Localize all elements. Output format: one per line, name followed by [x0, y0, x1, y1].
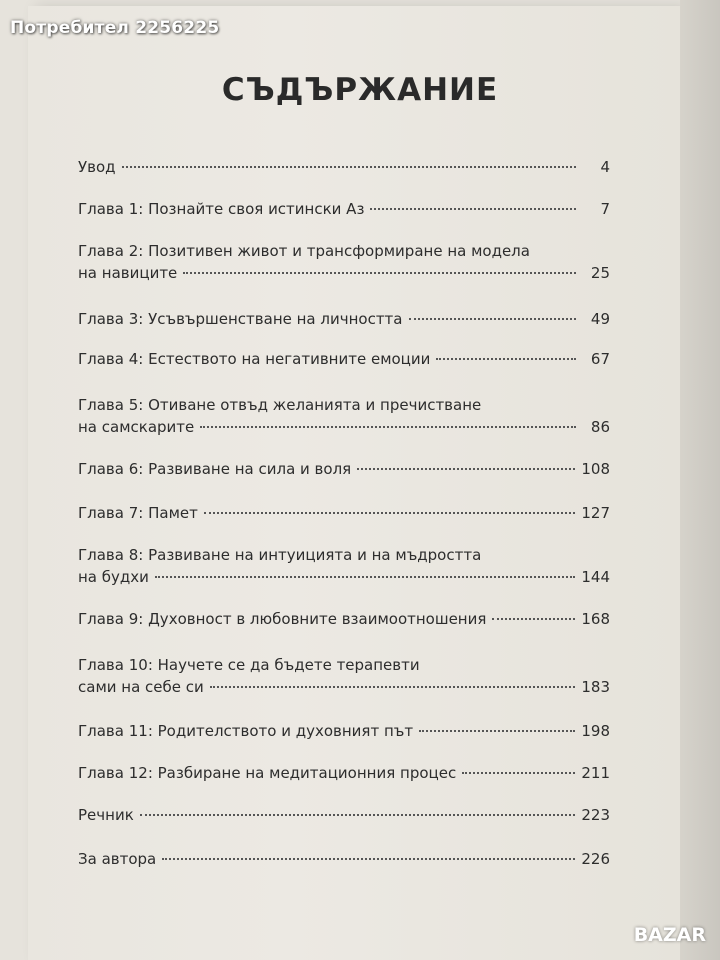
entry-title: Глава 9: Духовност в любовните взаимоотношения [78, 610, 487, 628]
page-edge [680, 0, 720, 960]
entry-title-line1: Глава 2: Позитивен живот и трансформиране на модела [78, 242, 530, 260]
entry-page: 211 [581, 764, 610, 782]
entry-title: Глава 7: Памет [78, 504, 198, 522]
toc-entry [78, 308, 610, 330]
entry-title: Глава 12: Разбиране на медитационния процес [78, 764, 457, 782]
toc-entry [78, 848, 610, 870]
entry-page: 144 [581, 568, 610, 586]
entry-page: 198 [581, 722, 610, 740]
entry-title: Глава 4: Естеството на негативните емоции [78, 350, 431, 368]
entry-title: Увод [78, 158, 116, 176]
toc-entry [78, 394, 610, 438]
toc-entry [78, 720, 610, 742]
page-title: СЪДЪРЖАНИЕ [221, 72, 499, 108]
entry-title: на будхи [78, 568, 149, 586]
entry-page: 127 [581, 504, 610, 522]
entry-page: 67 [590, 350, 610, 368]
entry-page: 4 [600, 158, 610, 176]
user-tag: Потребител 2256225 [10, 18, 220, 38]
entry-page: 108 [581, 460, 610, 478]
entry-page: 49 [590, 310, 610, 328]
entry-title: Глава 11: Родителството и духовният път [78, 722, 414, 740]
entry-title-line1: Глава 8: Развиване на интуицията и на мъдростта [78, 546, 482, 564]
entry-page: 223 [581, 806, 610, 824]
entry-title: Глава 3: Усъвършенстване на личността [78, 310, 403, 328]
toc-entry [78, 156, 610, 178]
entry-page: 183 [581, 678, 610, 696]
entry-page: 86 [590, 418, 610, 436]
entry-title: За автора [78, 850, 157, 868]
toc-entry [78, 502, 610, 524]
entry-title: Глава 1: Познайте своя истински Аз [78, 200, 365, 218]
toc-entry [78, 654, 610, 698]
entry-page: 226 [581, 850, 610, 868]
entry-title-line1: Глава 10: Научете се да бъдете терапевти [78, 656, 420, 674]
entry-page: 25 [590, 264, 610, 282]
entry-title: на навиците [78, 264, 178, 282]
toc-entry [78, 762, 610, 784]
entry-title: Глава 6: Развиване на сила и воля [78, 460, 352, 478]
watermark-logo: BAZAR [633, 924, 706, 946]
entry-page: 168 [581, 610, 610, 628]
toc-entry [78, 544, 610, 588]
entry-title: на самскарите [78, 418, 195, 436]
toc-entry [78, 198, 610, 220]
entry-title: Речник [78, 806, 134, 824]
entry-page: 7 [600, 200, 610, 218]
toc-entry [78, 608, 610, 630]
entry-title-line1: Глава 5: Отиване отвъд желанията и пречистване [78, 396, 482, 414]
toc-entry [78, 348, 610, 370]
entry-title: сами на себе си [78, 678, 204, 696]
toc-entry [78, 240, 610, 284]
toc-entry [78, 458, 610, 480]
toc-entry [78, 804, 610, 826]
